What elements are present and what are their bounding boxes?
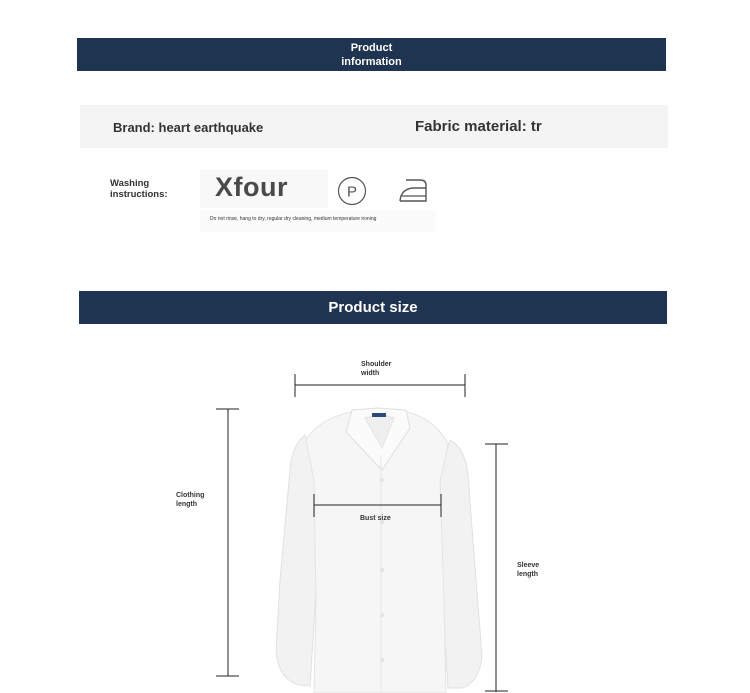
bust-size-label: Bust size xyxy=(360,515,391,522)
product-information-title: Product information xyxy=(341,41,402,68)
washing-description: Do not rinse, hang to dry, regular dry cleaning, medium temperature ironing xyxy=(210,216,377,222)
clothing-length-label: Clothing length xyxy=(176,492,205,508)
sleeve-length-line xyxy=(485,444,508,692)
product-size-title: Product size xyxy=(328,299,418,316)
svg-text:P: P xyxy=(346,183,358,201)
washing-instructions-label: Washing instructions: xyxy=(110,178,168,200)
wash-logo-text: Xfour xyxy=(215,172,288,202)
fabric-material-text: Fabric material: tr xyxy=(415,118,542,135)
shirt-illustration xyxy=(276,408,482,693)
brand-text: Brand: heart earthquake xyxy=(113,120,264,135)
sleeve-length-label: Sleeve length xyxy=(517,562,540,578)
clothing-length-line xyxy=(216,409,239,676)
shoulder-width-label: Shoulder width xyxy=(361,361,392,377)
